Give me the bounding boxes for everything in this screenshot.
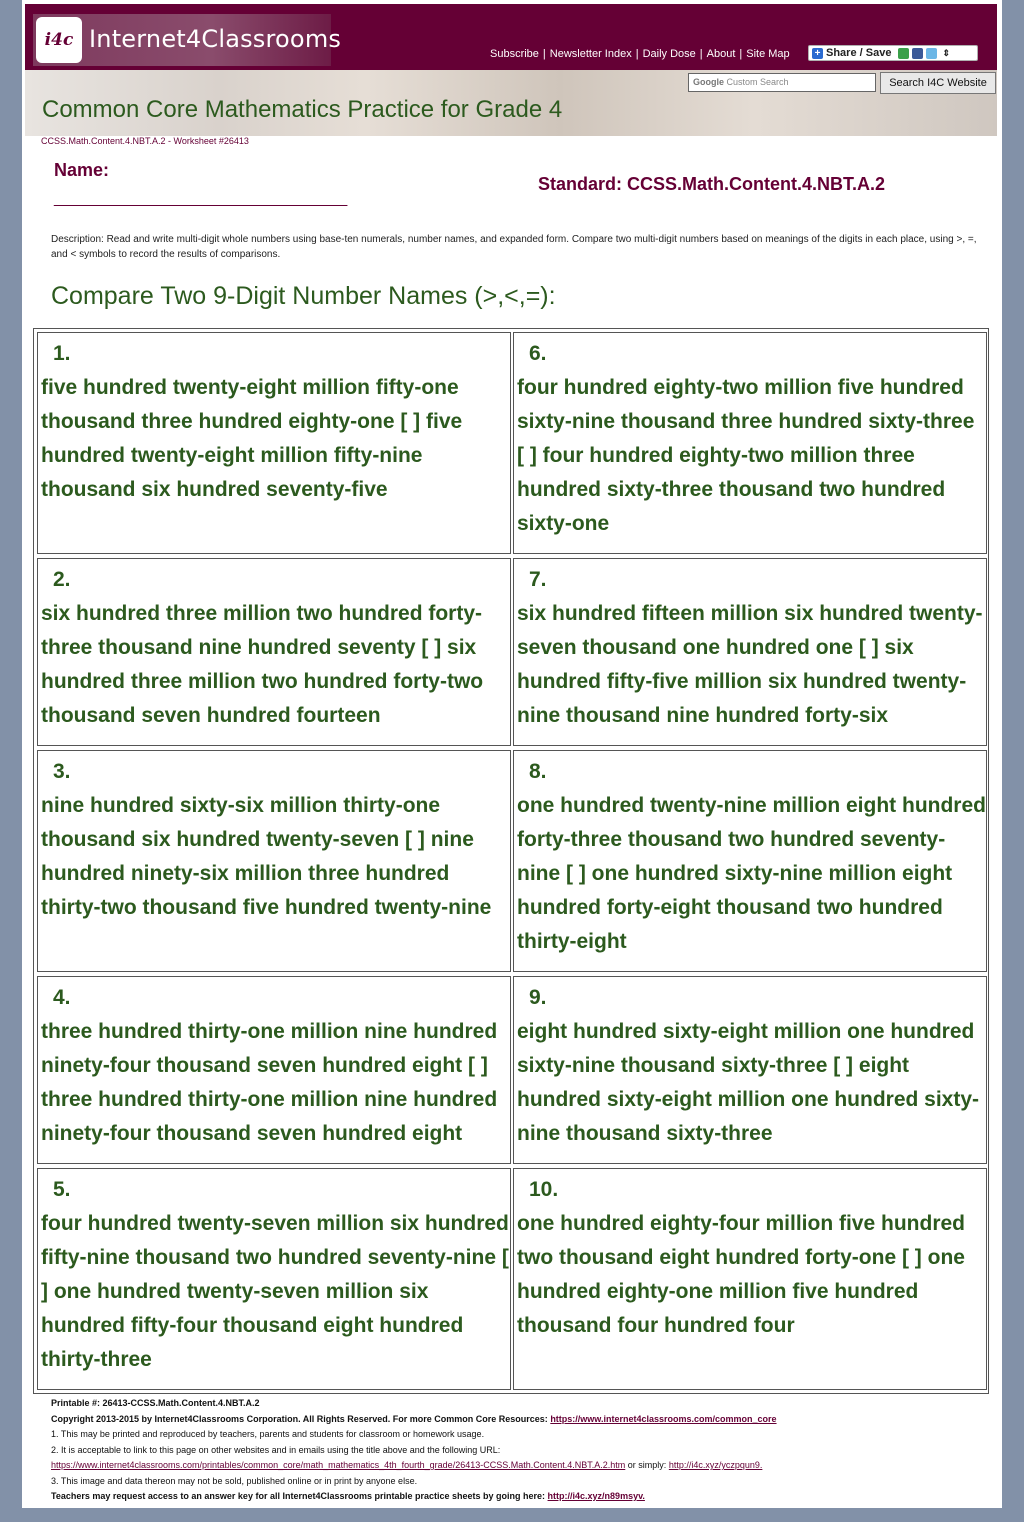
problem-number: 10. — [529, 1178, 559, 1201]
problem-text: four hundred twenty-seven million six hundred fifty-nine thousand two hundred seventy-nine [ ] one hundred twenty-seven million six hundred fifty-four thousand eight hundred thirty-three — [41, 1212, 509, 1371]
logo-text: Internet4Classrooms — [89, 25, 342, 53]
logo-badge-text: i4c — [44, 30, 74, 50]
problem-cell-8 — [513, 750, 987, 972]
copyright-text: Copyright 2013-2015 by Internet4Classrooms Corporation. All Rights Reserved. For more Common Core Resources: — [51, 1413, 548, 1424]
problem-number: 7. — [529, 568, 547, 591]
problem-text: eight hundred sixty-eight million one hundred sixty-nine thousand sixty-three [ ] eight hundred sixty-eight million one hundred sixty-nine thousand sixty-three — [517, 1020, 980, 1145]
common-core-link[interactable]: https://www.internet4classrooms.com/common_core — [550, 1413, 777, 1424]
section-title: Compare Two 9-Digit Number Names (>,<,=): — [51, 282, 556, 310]
problem-text: one hundred eighty-four million five hundred two thousand eight hundred forty-one [ ] one hundred eighty-one million five hundred thousand four hundred four — [517, 1212, 965, 1337]
problem-cell-1 — [37, 332, 511, 554]
problem-cell-3 — [37, 750, 511, 972]
problem-text: six hundred three million two hundred forty-three thousand nine hundred seventy [ ] six hundred three million two hundred forty-two thousand seven hundred fourteen — [41, 602, 484, 727]
name-line: _____________________________________ — [54, 190, 347, 207]
search-button[interactable]: Search I4C Website — [880, 72, 996, 94]
problem-cell-6 — [513, 332, 987, 554]
short-url-link[interactable]: http://i4c.xyz/yczpqun9. — [668, 1460, 763, 1470]
nav-about[interactable]: About — [706, 48, 736, 60]
standard-label: Standard: CCSS.Math.Content.4.NBT.A.2 — [538, 174, 886, 194]
problem-text: six hundred fifteen million six hundred twenty-seven thousand one hundred one [ ] six hundred fifty-five million six hundred twenty-nine thousand nine hundred forty-six — [517, 602, 983, 727]
problem-cell-10 — [513, 1168, 987, 1390]
worksheet-id: CCSS.Math.Content.4.NBT.A.2 - Worksheet #26413 — [41, 136, 249, 146]
footer — [51, 1396, 991, 1505]
problem-number: 3. — [53, 760, 71, 783]
description: Description: Read and write multi-digit whole numbers using base-ten numerals, number names, and expanded form. Compare two multi-digit numbers based on meanings of the digits in each place, using >, =, and < symbols to record the results of comparisons. — [51, 234, 977, 260]
problem-text: three hundred thirty-one million nine hundred ninety-four thousand seven hundred eight [ ] three hundred thirty-one million nine hundred ninety-four thousand seven hundred eight — [41, 1020, 498, 1145]
problem-cell-2 — [37, 558, 511, 746]
twitter-icon — [926, 48, 937, 59]
problem-cell-4 — [37, 976, 511, 1164]
problem-text: nine hundred sixty-six million thirty-one thousand six hundred twenty-seven [ ] nine hundred ninety-six million three hundred thirty-two thousand five hundred twenty-nine — [41, 794, 492, 919]
note-3: 3. This image and data thereon may not be sold, published online or in print by anyone else. — [51, 1475, 418, 1486]
or-simply-text: or simply: — [627, 1460, 667, 1470]
i4c-logo-icon — [36, 17, 82, 63]
problem-text: one hundred twenty-nine million eight hundred forty-three thousand two hundred seventy-nine [ ] one hundred sixty-nine million eight hundred forty-eight thousand two hundred thirty-eight — [517, 794, 986, 953]
note-2-urls — [51, 1458, 991, 1474]
note-2: 2. It is acceptable to link to this page on other websites and in emails using the title above and the following URL: — [51, 1444, 501, 1455]
problem-text: five hundred twenty-eight million fifty-one thousand three hundred eighty-one [ ] five hundred twenty-eight million fifty-nine thousand six hundred seventy-five — [41, 376, 463, 501]
worksheet-url-link[interactable]: https://www.internet4classrooms.com/printables/common_core/math_mathematics_4th_fourth_grade/26413-CCSS.Math.Content.4.NBT.A.2.htm — [51, 1460, 626, 1470]
problem-number: 9. — [529, 986, 547, 1009]
search-placeholder: Custom Search — [726, 77, 789, 87]
problem-cell-7 — [513, 558, 987, 746]
top-nav: Subscribe | Newsletter Index | Daily Dose | About | Site Map — [490, 48, 790, 60]
nav-subscribe[interactable]: Subscribe — [490, 48, 539, 60]
answer-key-line — [51, 1489, 991, 1505]
nav-site-map[interactable]: Site Map — [746, 48, 790, 60]
nav-daily-dose[interactable]: Daily Dose — [642, 48, 696, 60]
note-1: 1. This may be printed and reproduced by teachers, parents and students for classroom or homework usage. — [51, 1429, 485, 1439]
problem-number: 4. — [53, 986, 71, 1009]
share-save-button[interactable] — [808, 45, 978, 61]
nav-newsletter-index[interactable]: Newsletter Index — [549, 48, 632, 60]
problem-cell-9 — [513, 976, 987, 1164]
email-icon — [898, 48, 909, 59]
problem-text: four hundred eighty-two million five hundred sixty-nine thousand three hundred sixty-three [ ] four hundred eighty-two million three hundred sixty-three thousand two hundred sixty-one — [517, 376, 975, 535]
problems-table — [33, 328, 989, 1394]
printable-number: Printable #: 26413-CCSS.Math.Content.4.NBT.A.2 — [51, 1398, 260, 1408]
problem-number: 8. — [529, 760, 547, 783]
answer-key-link[interactable]: http://i4c.xyz/n89msyv. — [547, 1491, 645, 1501]
problem-number: 5. — [53, 1178, 71, 1201]
name-label: Name: — [54, 160, 110, 180]
problem-cell-5 — [37, 1168, 511, 1390]
google-logo: Google — [693, 77, 724, 87]
worksheet-page — [22, 0, 1002, 1508]
chevron-down-icon: ⇕ — [942, 47, 950, 58]
facebook-icon — [912, 48, 923, 59]
problem-number: 1. — [53, 342, 71, 365]
site-logo[interactable] — [33, 14, 342, 66]
plus-icon: + — [812, 48, 823, 59]
copyright-line — [51, 1412, 991, 1428]
page-title: Common Core Mathematics Practice for Grade 4 — [42, 96, 563, 123]
problem-number: 2. — [53, 568, 71, 591]
problem-number: 6. — [529, 342, 547, 365]
answer-key-text: Teachers may request access to an answer key for all Internet4Classrooms printable practice sheets by going here: — [51, 1491, 546, 1501]
search-input[interactable] — [688, 73, 876, 92]
share-label: Share / Save — [826, 47, 892, 59]
